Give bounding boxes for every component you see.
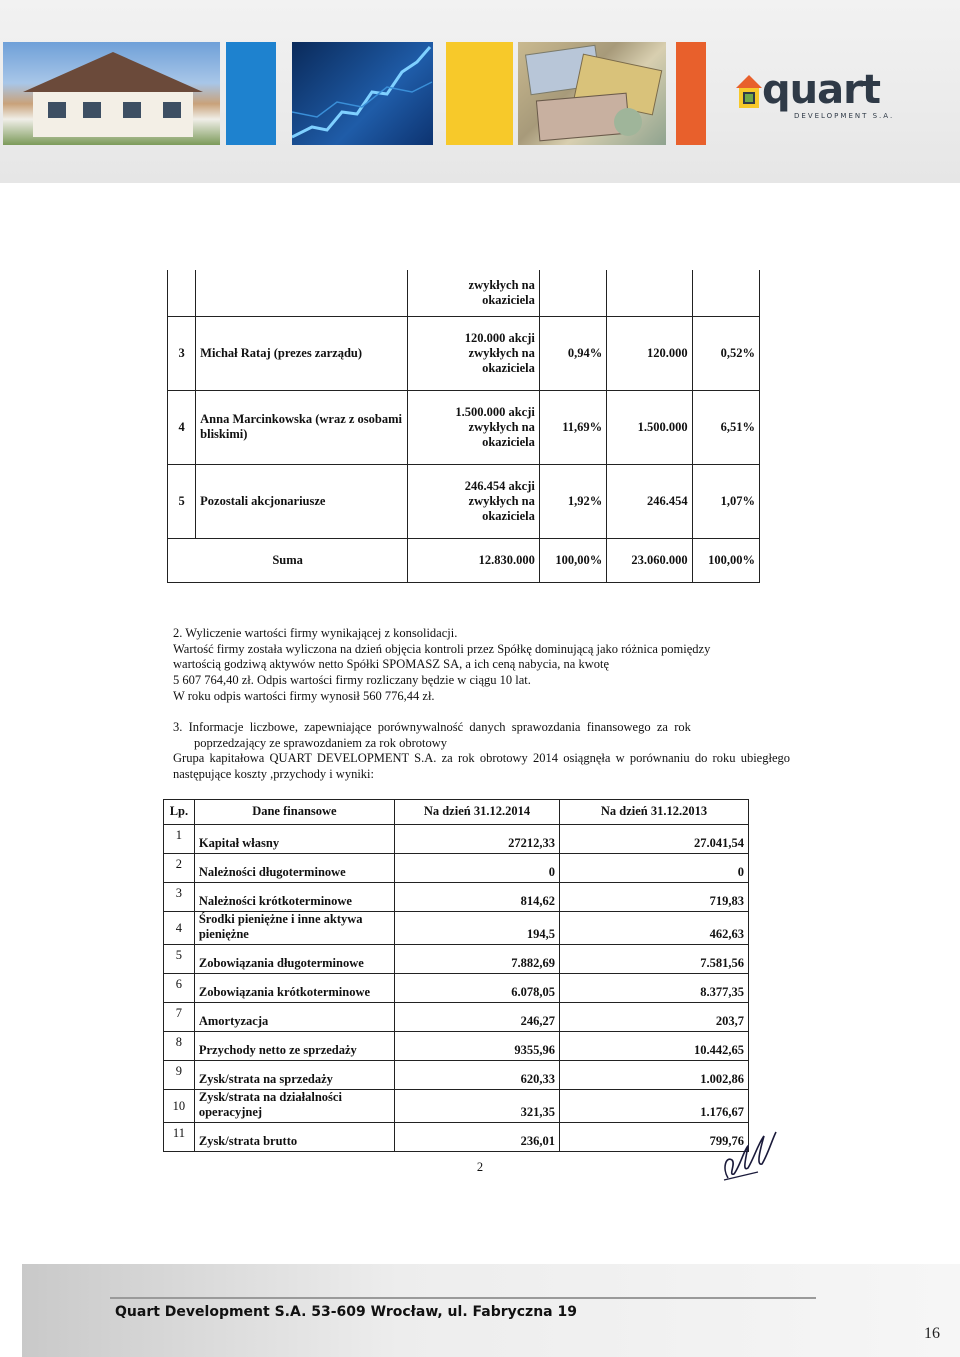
blue-color-block [226, 42, 276, 145]
quart-logo [734, 67, 895, 124]
row-value-2013: 1.176,67 [559, 1090, 748, 1123]
orange-color-block [676, 42, 706, 145]
signature-icon [718, 1128, 782, 1184]
row-lp: 7 [164, 1003, 195, 1032]
row-value-2014: 9355,96 [394, 1032, 559, 1061]
row-pct-capital: 11,69% [539, 390, 606, 464]
table-row [164, 854, 749, 883]
table-row [168, 390, 760, 464]
row-value-2014: 6.078,05 [394, 974, 559, 1003]
table-row [164, 1090, 749, 1123]
row-shares: 1.500.000 akcji zwykłych na okaziciela [408, 390, 540, 464]
stock-chart-photo [292, 42, 433, 145]
sum-shares: 12.830.000 [408, 538, 540, 582]
row-value-2014: 0 [394, 854, 559, 883]
banknotes-photo [518, 42, 666, 145]
row-lp: 9 [164, 1061, 195, 1090]
row-lp [168, 270, 196, 316]
row-value-2014: 27212,33 [394, 825, 559, 854]
sum-votes: 23.060.000 [607, 538, 692, 582]
row-name: Środki pieniężne i inne aktywa pieniężne [194, 912, 394, 945]
row-lp: 2 [164, 854, 195, 883]
sum-label: Suma [168, 538, 408, 582]
house-photo [3, 42, 220, 145]
row-value-2014: 194,5 [394, 912, 559, 945]
row-value-2013: 10.442,65 [559, 1032, 748, 1061]
section-3-text: Grupa kapitałowa QUART DEVELOPMENT S.A. za rok obrotowy 2014 osiągnęła w porównaniu do roku ubiegłego następujące koszty ,przychody i wyniki: [173, 751, 790, 782]
row-value-2013: 799,76 [559, 1123, 748, 1152]
row-pct-votes: 6,51% [692, 390, 759, 464]
row-shares: 120.000 akcji zwykłych na okaziciela [408, 316, 540, 390]
section-2-line: Wartość firmy została wyliczona na dzień objęcia kontroli przez Spółkę dominującą jako różnica pomiędzy [173, 641, 711, 656]
row-lp: 3 [164, 883, 195, 912]
shareholders-table [167, 270, 760, 583]
row-value-2013: 8.377,35 [559, 974, 748, 1003]
row-name: Amortyzacja [194, 1003, 394, 1032]
header-lp: Lp. [164, 800, 195, 825]
row-pct-capital: 0,94% [539, 316, 606, 390]
table-row [164, 825, 749, 854]
section-2-line: W roku odpis wartości firmy wynosił 560 776,44 zł. [173, 688, 435, 703]
row-lp: 3 [168, 316, 196, 390]
table-row [168, 464, 760, 538]
row-pct-votes [692, 270, 759, 316]
row-votes: 246.454 [607, 464, 692, 538]
row-name: Zobowiązania długoterminowe [194, 945, 394, 974]
row-name: Kapitał własny [194, 825, 394, 854]
table-row [164, 945, 749, 974]
header-financial-data: Dane finansowe [194, 800, 394, 825]
row-pct-votes: 0,52% [692, 316, 759, 390]
sum-pct-votes: 100,00% [692, 538, 759, 582]
row-value-2014: 236,01 [394, 1123, 559, 1152]
row-lp: 5 [164, 945, 195, 974]
row-name: Zobowiązania krótkoterminowe [194, 974, 394, 1003]
table-row [168, 270, 760, 316]
financial-data-table [163, 799, 749, 1152]
row-name [196, 270, 408, 316]
section-3-heading: 3. Informacje liczbowe, zapewniające porównywalność danych sprawozdania finansowego za rok [173, 720, 691, 734]
row-lp: 5 [168, 464, 196, 538]
row-votes: 120.000 [607, 316, 692, 390]
row-name: Zysk/strata na sprzedaży [194, 1061, 394, 1090]
row-name: Anna Marcinkowska (wraz z osobami bliskimi) [196, 390, 408, 464]
row-lp: 10 [164, 1090, 195, 1123]
table-row [168, 316, 760, 390]
row-pct-votes: 1,07% [692, 464, 759, 538]
row-lp: 4 [168, 390, 196, 464]
row-value-2013: 203,7 [559, 1003, 748, 1032]
section-goodwill [173, 626, 790, 705]
table-row [164, 883, 749, 912]
row-value-2013: 7.581,56 [559, 945, 748, 974]
section-comparative-data [173, 720, 790, 783]
section-2-line: 5 607 764,40 zł. Odpis wartości firmy rozliczany będzie w ciągu 10 lat. [173, 673, 531, 688]
row-pct-capital [539, 270, 606, 316]
section-3-heading-cont: poprzedzający ze sprawozdaniem za rok obrotowy [194, 735, 448, 750]
scanned-page-number: 2 [476, 1160, 484, 1174]
page-number: 16 [924, 1325, 940, 1342]
header-banner [0, 0, 960, 183]
row-lp: 11 [164, 1123, 195, 1152]
footer-divider [110, 1297, 816, 1299]
row-value-2013: 719,83 [559, 883, 748, 912]
row-value-2013: 27.041,54 [559, 825, 748, 854]
table-header-row [164, 800, 749, 825]
row-value-2014: 321,35 [394, 1090, 559, 1123]
row-name: Zysk/strata na działalności operacyjnej [194, 1090, 394, 1123]
row-value-2014: 246,27 [394, 1003, 559, 1032]
row-name: Przychody netto ze sprzedaży [194, 1032, 394, 1061]
logo-text: quart [762, 67, 880, 113]
row-value-2013: 0 [559, 854, 748, 883]
logo-subtitle: DEVELOPMENT S.A. [794, 112, 895, 120]
row-value-2013: 462,63 [559, 912, 748, 945]
table-row [164, 974, 749, 1003]
row-votes [607, 270, 692, 316]
row-shares: 246.454 akcji zwykłych na okaziciela [408, 464, 540, 538]
table-row [164, 1123, 749, 1152]
header-2014: Na dzień 31.12.2014 [394, 800, 559, 825]
table-row [164, 1032, 749, 1061]
sum-pct-capital: 100,00% [539, 538, 606, 582]
house-logo-icon [734, 72, 764, 112]
section-2-line: wartością godziwą aktywów netto Spółki SPOMASZ SA, a ich ceną nabycia, na kwotę [173, 657, 610, 672]
row-votes: 1.500.000 [607, 390, 692, 464]
row-lp: 4 [164, 912, 195, 945]
row-value-2014: 814,62 [394, 883, 559, 912]
header-2013: Na dzień 31.12.2013 [559, 800, 748, 825]
row-name: Zysk/strata brutto [194, 1123, 394, 1152]
row-value-2013: 1.002,86 [559, 1061, 748, 1090]
sum-row [168, 538, 760, 582]
row-lp: 8 [164, 1032, 195, 1061]
footer-address: Quart Development S.A. 53-609 Wrocław, ul. Fabryczna 19 [115, 1304, 577, 1320]
row-name: Michał Rataj (prezes zarządu) [196, 316, 408, 390]
section-2-heading: 2. Wyliczenie wartości firmy wynikającej z konsolidacji. [173, 626, 458, 640]
row-value-2014: 620,33 [394, 1061, 559, 1090]
row-name: Należności długoterminowe [194, 854, 394, 883]
row-name: Należności krótkoterminowe [194, 883, 394, 912]
yellow-color-block [446, 42, 513, 145]
table-row [164, 912, 749, 945]
row-lp: 6 [164, 974, 195, 1003]
table-row [164, 1003, 749, 1032]
row-name: Pozostali akcjonariusze [196, 464, 408, 538]
row-lp: 1 [164, 825, 195, 854]
row-shares: zwykłych na okaziciela [408, 270, 540, 316]
row-value-2014: 7.882,69 [394, 945, 559, 974]
row-pct-capital: 1,92% [539, 464, 606, 538]
table-row [164, 1061, 749, 1090]
